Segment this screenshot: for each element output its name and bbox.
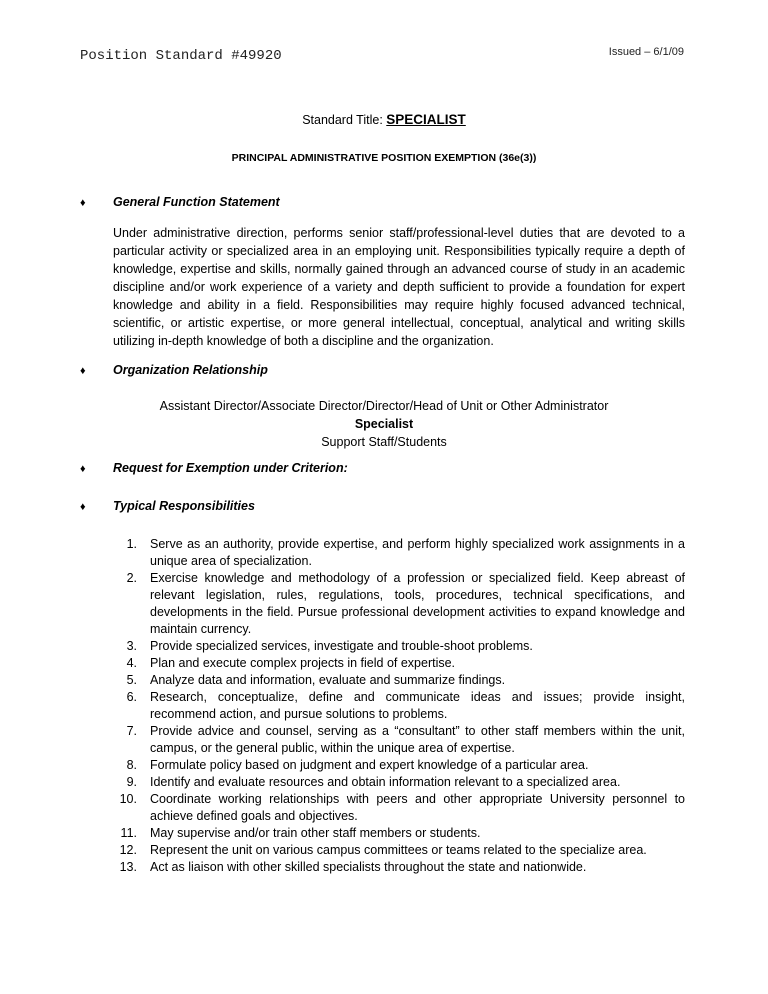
list-item-text: Exercise knowledge and methodology of a profession or specialized field. Keep abreast of relevant legislation, rules, regulations, tools, procedures, technical specifications, and developments in the field. Pursue professional development activities to expand knowledge and maintain currency. [150, 571, 685, 636]
list-item-number: 4. [126, 656, 137, 670]
list-item [113, 791, 685, 825]
list-item [113, 842, 685, 859]
diamond-bullet-icon: ♦ [80, 501, 86, 513]
list-item [113, 672, 685, 689]
list-item-number: 11. [120, 826, 137, 840]
standard-title-name: SPECIALIST [386, 112, 466, 127]
list-item-text: Research, conceptualize, define and communicate ideas and issues; provide insight, recommend action, and pursue solutions to problems. [150, 690, 685, 721]
list-item-text: Formulate policy based on judgment and expert knowledge of a particular area. [150, 758, 589, 772]
list-item-number: 12. [119, 843, 137, 857]
list-item-number: 9. [126, 775, 137, 789]
diamond-bullet-icon: ♦ [80, 463, 86, 475]
list-item-text: May supervise and/or train other staff members or students. [150, 826, 481, 840]
general-function-text: Under administrative direction, performs senior staff/professional-level duties that are devoted to a particular activity or specialized area in an employing unit. Responsibilities typically require a depth of knowledge, expertise and skills, normally gained through an advanced course of study in an academic discipline and/or work experience of a variety and depth sufficient to provide a foundation for expert knowledge and ability in a field. Responsibilities may require highly focused advanced technical, scientific, or artistic expertise, or more general intellectual, conceptual, analytical and writing skills utilizing in-depth knowledge of both a discipline and the organization. [113, 226, 685, 348]
list-item-text: Provide specialized services, investigate and trouble-shoot problems. [150, 639, 533, 653]
org-position: Specialist [354, 417, 414, 431]
list-item [113, 825, 685, 842]
organization-chart [0, 397, 768, 451]
list-item [113, 859, 685, 876]
list-item [113, 570, 685, 638]
section-general-function [80, 195, 280, 209]
exemption-heading: PRINCIPAL ADMINISTRATIVE POSITION EXEMPTION (36e(3)) [231, 152, 537, 164]
list-item-number: 10. [119, 792, 137, 806]
section-heading: Request for Exemption under Criterion: [113, 461, 348, 475]
diamond-bullet-icon: ♦ [80, 197, 86, 209]
list-item-number: 13. [119, 860, 137, 874]
list-item-number: 6. [126, 690, 137, 704]
org-supervisor: Assistant Director/Associate Director/Director/Head of Unit or Other Administrator [159, 399, 609, 413]
list-item [113, 774, 685, 791]
section-heading: General Function Statement [113, 195, 280, 209]
list-item [113, 655, 685, 672]
list-item-number: 7. [126, 724, 137, 738]
list-item-text: Coordinate working relationships with peers and other appropriate University personnel to achieve defined goals and objectives. [150, 792, 685, 823]
section-heading: Typical Responsibilities [113, 499, 255, 513]
section-typical-responsibilities [80, 499, 255, 513]
list-item-number: 3. [126, 639, 137, 653]
list-item [113, 536, 685, 570]
list-item [113, 638, 685, 655]
list-item-text: Provide advice and counsel, serving as a “consultant” to other staff members within the unit, campus, or the general public, within the unique area of expertise. [150, 724, 685, 755]
standard-title-label: Standard Title: [302, 113, 383, 127]
list-item-text: Serve as an authority, provide expertise, and perform highly specialized work assignments in a unique area of specialization. [150, 537, 685, 568]
list-item [113, 723, 685, 757]
position-standard-number: Position Standard #49920 [80, 48, 282, 64]
section-request-exemption [80, 461, 348, 475]
list-item [113, 757, 685, 774]
list-item-text: Act as liaison with other skilled specialists throughout the state and nationwide. [150, 860, 587, 874]
section-heading: Organization Relationship [113, 363, 268, 377]
list-item-text: Plan and execute complex projects in field of expertise. [150, 656, 456, 670]
list-item-number: 8. [126, 758, 137, 772]
org-subordinates: Support Staff/Students [321, 435, 447, 449]
diamond-bullet-icon: ♦ [80, 365, 86, 377]
list-item [113, 689, 685, 723]
list-item-number: 1. [126, 537, 137, 551]
list-item-text: Identify and evaluate resources and obtain information relevant to a specialized area. [150, 775, 621, 789]
list-item-number: 2. [126, 571, 137, 585]
issued-date: Issued – 6/1/09 [608, 46, 684, 58]
standard-title [0, 112, 768, 127]
section-organization-relationship [80, 363, 268, 377]
list-item-number: 5. [126, 673, 137, 687]
list-item-text: Analyze data and information, evaluate and summarize findings. [150, 673, 506, 687]
responsibilities-list [113, 536, 685, 876]
list-item-text: Represent the unit on various campus committees or teams related to the specialize area. [150, 843, 647, 857]
